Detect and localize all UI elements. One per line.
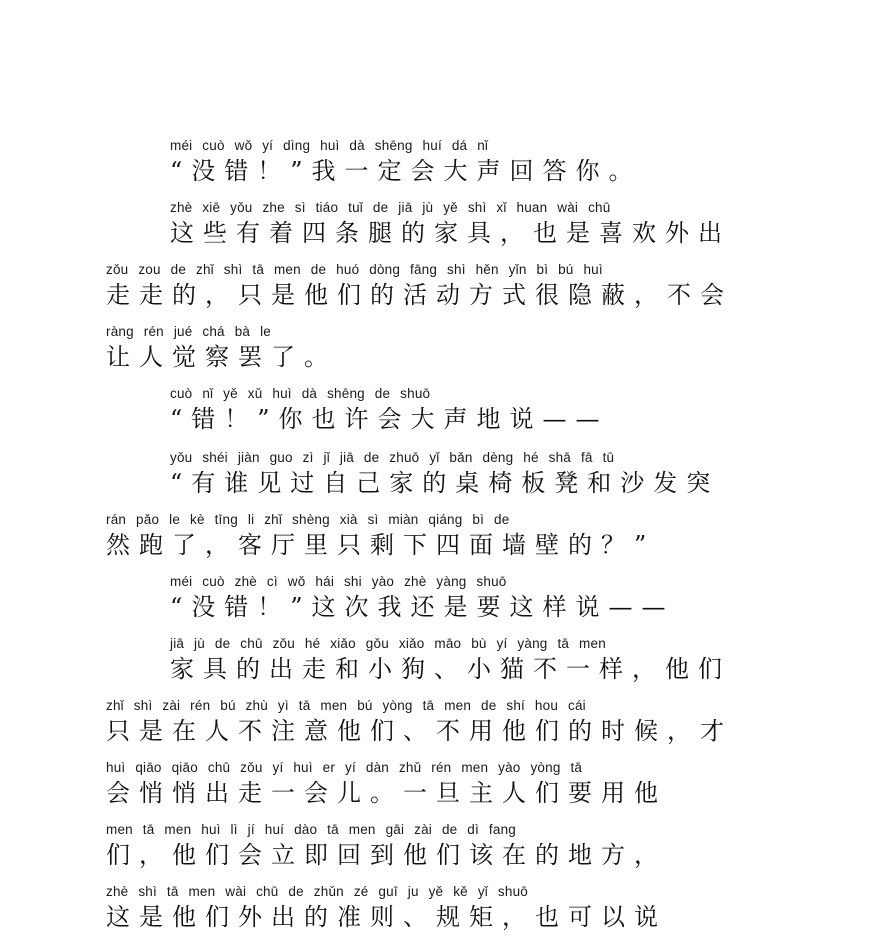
pinyin-line: méi cuò zhè cì wǒ hái shi yào zhè yàng shuō: [170, 574, 507, 589]
pinyin-line: ràng rén jué chá bà le: [106, 324, 271, 339]
pinyin-line: cuò nǐ yě xǔ huì dà shēng de shuō: [170, 386, 431, 401]
text-line: [106, 262, 766, 322]
text-line: [106, 884, 766, 944]
pinyin-line: zhè xiē yǒu zhe sì tiáo tuǐ de jiā jù yě shì xǐ huan wài chū: [170, 200, 611, 215]
text-line: [170, 636, 830, 696]
text-line: [106, 760, 766, 820]
text-line: [170, 138, 830, 198]
hanzi-line: “错！”你也许会大声地说——: [170, 405, 609, 433]
hanzi-line: 会悄悄出走一会儿。一旦主人们要用他: [106, 779, 667, 807]
pinyin-line: men tā men huì lì jí huí dào tā men gāi zài de dì fang: [106, 822, 516, 837]
hanzi-line: “没错！”这次我还是要这样说——: [170, 593, 675, 621]
pinyin-line: huì qiāo qiāo chū zǒu yí huì er yí dàn zhǔ rén men yào yòng tā: [106, 760, 583, 775]
text-line: [106, 822, 766, 882]
hanzi-line: “没错！”我一定会大声回答你。: [170, 157, 642, 185]
hanzi-line: 这是他们外出的准则、规矩，也可以说: [106, 903, 667, 931]
text-line: [106, 324, 766, 384]
text-line: [170, 574, 830, 634]
pinyin-line: zhè shì tā men wài chū de zhǔn zé guī ju yě kě yǐ shuō: [106, 884, 528, 899]
text-line: [106, 512, 766, 572]
text-line: [170, 450, 830, 510]
hanzi-line: 家具的出走和小狗、小猫不一样，他们: [170, 655, 731, 683]
hanzi-line: 让人觉察罢了。: [106, 343, 337, 371]
text-line: [170, 200, 830, 260]
pinyin-line: zhǐ shì zài rén bú zhù yì tā men bú yòng tā men de shí hou cái: [106, 698, 586, 713]
pinyin-line: yǒu shéi jiàn guo zì jǐ jiā de zhuō yǐ bǎn dèng hé shā fā tū: [170, 450, 615, 465]
text-line: [106, 698, 766, 758]
hanzi-line: 走走的，只是他们的活动方式很隐蔽，不会: [106, 281, 733, 309]
hanzi-line: 这些有着四条腿的家具，也是喜欢外出: [170, 219, 731, 247]
pinyin-line: zǒu zou de zhǐ shì tā men de huó dòng fāng shì hěn yǐn bì bú huì: [106, 262, 603, 277]
text-line: [170, 386, 830, 446]
pinyin-line: jiā jù de chū zǒu hé xiǎo gǒu xiǎo māo bù yí yàng tā men: [170, 636, 606, 651]
hanzi-line: “有谁见过自己家的桌椅板凳和沙发突: [170, 469, 720, 497]
pinyin-line: rán pǎo le kè tīng li zhǐ shèng xià sì miàn qiáng bì de: [106, 512, 510, 527]
hanzi-line: 然跑了，客厅里只剩下四面墙壁的？”: [106, 531, 656, 559]
pinyin-line: méi cuò wǒ yí dìng huì dà shēng huí dá nǐ: [170, 138, 489, 153]
hanzi-line: 们，他们会立即回到他们该在的地方，: [106, 841, 667, 869]
hanzi-line: 只是在人不注意他们、不用他们的时候，才: [106, 717, 733, 745]
